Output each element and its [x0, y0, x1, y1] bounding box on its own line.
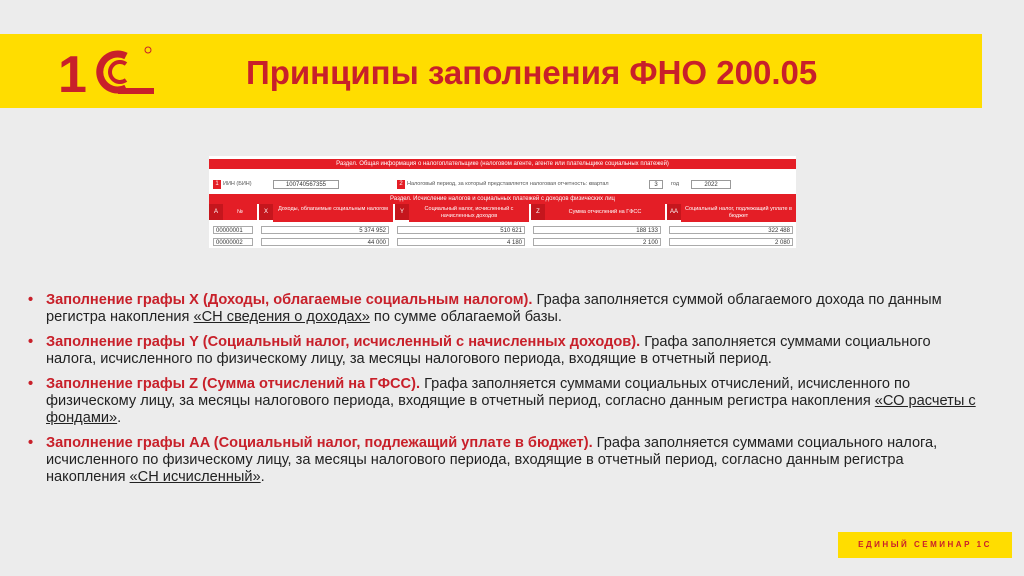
- field1-num: 1: [213, 180, 221, 189]
- bullet-text: Графа заполняется суммами социального налога, исчисленного по физическому лицу, за месяцы налогового периода, входящие в отчетный период, согласно данным регистра накопления: [46, 435, 938, 485]
- bullet-dot-icon: •: [28, 435, 34, 451]
- bullet-dot-icon: •: [28, 292, 34, 308]
- row2-z: 2 100: [533, 238, 661, 246]
- row1-aa: 322 488: [669, 226, 793, 234]
- row1-num: 00000001: [213, 226, 253, 234]
- row1-y: 510 621: [397, 226, 525, 234]
- bullet-lead: Заполнение графы X (Доходы, облагаемые социальным налогом).: [46, 292, 533, 308]
- field1-label: ИИН (БИН): [223, 181, 252, 187]
- bullet-text-tail: .: [260, 469, 265, 485]
- register-link[interactable]: «СО расчеты с фондами»: [46, 393, 976, 426]
- bullet-item-aa: [24, 435, 984, 486]
- section2-title: Раздел. Исчисление налогов и социальных платежей с доходов физических лиц: [209, 194, 796, 204]
- col-z-label: Сумма отчислений на ГФСС: [545, 204, 665, 220]
- bullet-lead: Заполнение графы AA (Социальный налог, подлежащий уплате в бюджет).: [46, 435, 593, 451]
- bullet-dot-icon: •: [28, 376, 34, 392]
- col-y-letter: Y: [395, 204, 409, 220]
- row2-y: 4 180: [397, 238, 525, 246]
- bullet-lead: Заполнение графы Z (Сумма отчислений на ГФСС).: [46, 376, 421, 392]
- section1-title: Раздел. Общая информация о налогоплательщике (налоговом агенте, агенте или плательщике социальных платежей): [209, 159, 796, 169]
- row1-x: 5 374 952: [261, 226, 389, 234]
- col-a-letter: A: [209, 204, 223, 220]
- footer-badge: ЕДИНЫЙ СЕМИНАР 1С: [838, 532, 1012, 558]
- register-link[interactable]: «СН исчисленный»: [129, 469, 261, 485]
- bullet-text: Графа заполняется суммой облагаемого дохода по данным регистра накопления: [46, 292, 942, 325]
- page-title: Принципы заполнения ФНО 200.05: [246, 54, 818, 91]
- field3-value: 2022: [691, 180, 731, 189]
- field2-label: Налоговый период, за который представляется налоговая отчетность: квартал: [407, 181, 609, 187]
- field2-num: 2: [397, 180, 405, 189]
- field2-value: 3: [649, 180, 663, 189]
- field3-label: год: [671, 181, 680, 187]
- bullet-text-tail: по сумме облагаемой базы.: [369, 309, 562, 325]
- col-z-letter: Z: [531, 204, 545, 220]
- col-x-label: Доходы, облагаемые социальным налогом: [273, 204, 393, 222]
- tax-form-screenshot: [209, 156, 796, 248]
- field1-value: 100740567355: [273, 180, 339, 189]
- bullet-text: Графа заполняется суммами социального налога, исчисленного по физическому лицу, за месяцы налогового периода, входящие в отчетный период.: [46, 334, 931, 367]
- row2-aa: 2 080: [669, 238, 793, 246]
- col-aa-letter: AA: [667, 204, 681, 220]
- row2-x: 44 000: [261, 238, 389, 246]
- 1c-logo: [56, 42, 156, 102]
- register-link[interactable]: «СН сведения о доходах»: [193, 309, 370, 325]
- row2-num: 00000002: [213, 238, 253, 246]
- bullet-item-z: [24, 376, 984, 427]
- bullet-item-y: [24, 334, 984, 368]
- col-aa-label: Социальный налог, подлежащий уплате в бюджет: [681, 204, 796, 222]
- svg-text:1: 1: [58, 46, 87, 102]
- header-banner: [0, 34, 982, 108]
- col-a-label: №: [223, 204, 257, 220]
- bullet-lead: Заполнение графы Y (Социальный налог, исчисленный с начисленных доходов).: [46, 334, 641, 350]
- row1-z: 188 133: [533, 226, 661, 234]
- bullet-text: Графа заполняется суммами социальных отчислений, исчисленного по физическому лицу, за месяцы налогового периода, входящие в отчетный период, согласно данным регистра накопления: [46, 376, 911, 409]
- col-x-letter: X: [259, 204, 273, 220]
- bullet-item-x: [24, 292, 984, 326]
- bullet-text-tail: .: [117, 410, 122, 426]
- bullet-list: [24, 292, 984, 494]
- col-y-label: Социальный налог, исчисленный с начисленных доходов: [409, 204, 529, 222]
- bullet-dot-icon: •: [28, 334, 34, 350]
